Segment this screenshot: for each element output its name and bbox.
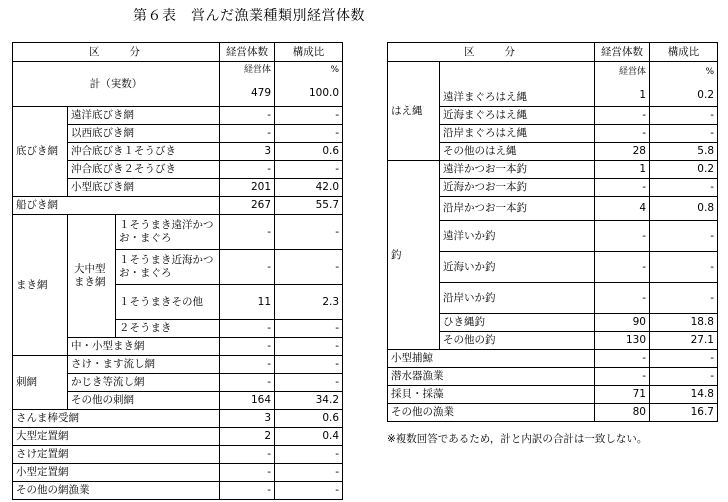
- total-ratio-cell: [275, 62, 343, 107]
- row-label: ２そうまき: [116, 320, 220, 338]
- row-label: さけ定置網: [13, 446, 220, 464]
- row-label: 小型定置網: [13, 464, 220, 482]
- row-count: -: [595, 107, 650, 125]
- header-ratio: 構成比: [650, 43, 718, 62]
- row-ratio: -: [275, 338, 343, 356]
- row-ratio: 0.2: [697, 89, 714, 101]
- category-haenawa: はえ縄: [388, 62, 440, 161]
- row-count: -: [220, 125, 275, 143]
- table-row: [13, 464, 343, 482]
- row-count: -: [220, 338, 275, 356]
- row-count: -: [595, 221, 650, 252]
- row-count: 1: [595, 161, 650, 179]
- category-sashiami: 刺網: [13, 356, 68, 410]
- table-row: [13, 356, 343, 374]
- row-count: 2: [220, 428, 275, 446]
- row-count: -: [595, 350, 650, 368]
- row-ratio: 0.6: [275, 410, 343, 428]
- row-ratio: -: [650, 107, 718, 125]
- row-ratio: -: [650, 125, 718, 143]
- row-label: かじき等流し網: [68, 374, 220, 392]
- total-row: [13, 62, 343, 107]
- row-ratio: 0.6: [275, 143, 343, 161]
- row-count: 130: [595, 332, 650, 350]
- row-ratio: -: [275, 446, 343, 464]
- table-header: [13, 43, 343, 62]
- row-count: 71: [595, 386, 650, 404]
- table-row: [13, 107, 343, 125]
- row-label: 以西底びき網: [68, 125, 220, 143]
- row-label: さんま棒受網: [13, 410, 220, 428]
- row-label: 小型捕鯨: [388, 350, 595, 368]
- row-ratio: -: [650, 283, 718, 314]
- row-label: 近海いか釣: [440, 252, 595, 283]
- row-count: 164: [220, 392, 275, 410]
- row-label: その他の刺網: [68, 392, 220, 410]
- row-ratio: 16.7: [650, 404, 718, 422]
- table-row: [388, 404, 718, 422]
- row-label: 遠洋底びき網: [68, 107, 220, 125]
- row-count: 11: [220, 285, 275, 320]
- header-category: 区 分: [388, 43, 595, 62]
- row-count: 28: [595, 143, 650, 161]
- row-ratio: 0.4: [275, 428, 343, 446]
- row-ratio: -: [650, 179, 718, 197]
- row-ratio: 5.8: [650, 143, 718, 161]
- table-row: [13, 215, 343, 250]
- row-label: 沿岸かつお一本釣: [440, 197, 595, 221]
- row-count: -: [220, 250, 275, 285]
- row-label: 遠洋かつお一本釣: [440, 161, 595, 179]
- left-table: [12, 42, 343, 500]
- row-label: １そうまきその他: [116, 285, 220, 320]
- row-label: その他の網漁業: [13, 482, 220, 500]
- table-row: [13, 428, 343, 446]
- row-ratio: -: [275, 250, 343, 285]
- row-count-cell: [595, 62, 650, 107]
- row-ratio: 0.8: [650, 197, 718, 221]
- header-count: 経営体数: [595, 43, 650, 62]
- row-label: 大型定置網: [13, 428, 220, 446]
- row-ratio: 42.0: [275, 179, 343, 197]
- row-count: 3: [220, 143, 275, 161]
- row-ratio: 2.3: [275, 285, 343, 320]
- row-ratio: -: [275, 374, 343, 392]
- row-count: -: [220, 215, 275, 250]
- row-label: 沖合底びき２そうびき: [68, 161, 220, 179]
- table-row: [388, 161, 718, 179]
- table-row: [13, 446, 343, 464]
- row-label: その他の釣: [440, 332, 595, 350]
- table-row: [388, 62, 718, 107]
- row-count: -: [220, 374, 275, 392]
- total-count: 479: [250, 87, 272, 99]
- table-row: [388, 350, 718, 368]
- category-makiami: まき網: [13, 215, 68, 356]
- row-ratio: 14.8: [650, 386, 718, 404]
- category-sokobiki: 底びき網: [13, 107, 68, 197]
- row-label: 小型底びき網: [68, 179, 220, 197]
- row-ratio: -: [275, 482, 343, 500]
- unit-ratio: %: [330, 65, 340, 75]
- row-ratio: -: [275, 320, 343, 338]
- row-count: -: [220, 107, 275, 125]
- row-label: 遠洋まぐろはえ縄: [440, 62, 595, 107]
- unit-ratio: %: [705, 67, 714, 77]
- page-title: 第６表 営んだ漁業種類別経営体数: [133, 8, 365, 24]
- row-ratio: 55.7: [275, 197, 343, 215]
- row-label: その他のはえ縄: [440, 143, 595, 161]
- row-count: -: [220, 446, 275, 464]
- footnote: ※複数回答であるため，計と内訳の合計は一致しない。: [387, 433, 648, 445]
- row-label: 沿岸いか釣: [440, 283, 595, 314]
- row-label: 採貝・採藻: [388, 386, 595, 404]
- row-ratio: -: [275, 125, 343, 143]
- row-count: -: [220, 320, 275, 338]
- row-label: 潜水器漁業: [388, 368, 595, 386]
- row-label: １そうまき遠洋かつお・まぐろ: [116, 215, 220, 250]
- row-label: 近海まぐろはえ縄: [440, 107, 595, 125]
- row-ratio: 34.2: [275, 392, 343, 410]
- row-count: 4: [595, 197, 650, 221]
- row-label: その他の漁業: [388, 404, 595, 422]
- unit-count: 経営体: [244, 65, 272, 75]
- row-count: -: [595, 252, 650, 283]
- category-tsuri: 釣: [388, 161, 440, 350]
- row-label: ひき縄釣: [440, 314, 595, 332]
- header-ratio: 構成比: [275, 43, 343, 62]
- row-ratio: -: [650, 350, 718, 368]
- row-ratio: -: [275, 464, 343, 482]
- row-count: -: [220, 464, 275, 482]
- row-count: -: [220, 161, 275, 179]
- row-label: 中・小型まき網: [68, 338, 220, 356]
- row-label: 船びき網: [13, 197, 220, 215]
- row-label: １そうまき近海かつお・まぐろ: [116, 250, 220, 285]
- row-ratio: 0.2: [650, 161, 718, 179]
- row-count: -: [595, 125, 650, 143]
- row-ratio: -: [275, 356, 343, 374]
- row-ratio: 18.8: [650, 314, 718, 332]
- row-ratio: -: [650, 252, 718, 283]
- total-count-cell: [220, 62, 275, 107]
- row-count: 201: [220, 179, 275, 197]
- row-count: 90: [595, 314, 650, 332]
- row-ratio: -: [650, 368, 718, 386]
- row-label: 近海かつお一本釣: [440, 179, 595, 197]
- row-label: さけ・ます流し網: [68, 356, 220, 374]
- row-count: -: [595, 179, 650, 197]
- row-label: 沖合底びき１そうびき: [68, 143, 220, 161]
- row-count: -: [220, 356, 275, 374]
- row-label: 遠洋いか釣: [440, 221, 595, 252]
- row-ratio: -: [275, 215, 343, 250]
- row-count: 3: [220, 410, 275, 428]
- row-count: 80: [595, 404, 650, 422]
- row-ratio-cell: [650, 62, 718, 107]
- row-ratio: -: [275, 107, 343, 125]
- row-count: -: [220, 482, 275, 500]
- table-row: [13, 197, 343, 215]
- row-ratio: -: [275, 161, 343, 179]
- row-count: 1: [639, 89, 646, 101]
- total-ratio: 100.0: [308, 87, 340, 99]
- row-label: 沿岸まぐろはえ縄: [440, 125, 595, 143]
- row-count: -: [595, 283, 650, 314]
- header-category: 区 分: [13, 43, 220, 62]
- row-ratio: -: [650, 221, 718, 252]
- table-row: [13, 482, 343, 500]
- right-table: [387, 42, 718, 422]
- table-header: [388, 43, 718, 62]
- row-count: 267: [220, 197, 275, 215]
- table-row: [388, 368, 718, 386]
- subcategory-daichugata: 大中型まき網: [68, 215, 116, 338]
- row-ratio: 27.1: [650, 332, 718, 350]
- table-row: [388, 386, 718, 404]
- total-label: 計（実数）: [13, 62, 220, 107]
- row-count: -: [595, 368, 650, 386]
- table-row: [13, 410, 343, 428]
- header-count: 経営体数: [220, 43, 275, 62]
- unit-count: 経営体: [618, 67, 646, 77]
